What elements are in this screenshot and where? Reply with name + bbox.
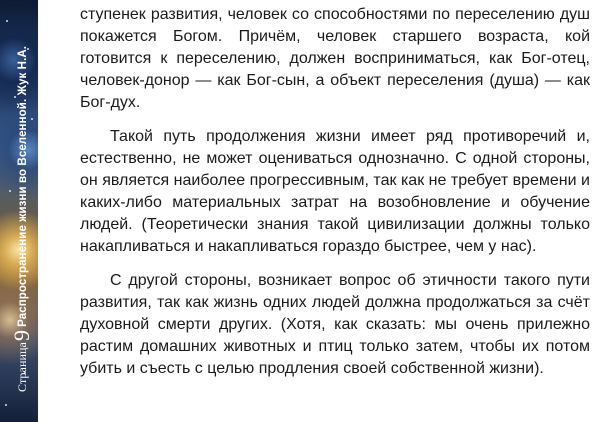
paragraph-continuation: ступенек развития, человек со способностями по переселению душ покажется Богом. Причём, человек старшего возраста, кой готовится к переселению, должен восприниматься, как Бог-отец, человек-донор — как Бог-сын, а объект переселения (душа) — как Бог-дух. (80, 6, 590, 111)
vertical-page-header (9, 46, 35, 392)
star-decoration (5, 404, 7, 406)
page-label: Страница (15, 342, 29, 392)
page-number: 9 (9, 329, 34, 342)
paragraph: С другой стороны, возникает вопрос об этичности такого пути развития, так как жизнь одних людей должна продолжаться за счёт духовной смерти других. (Хотя, как сказать: мы очень прилежно растим домашних животных и птиц только затем, чтобы их потом убить и съесть с целью продления своей собственной жизни). (80, 272, 590, 377)
star-decoration (6, 20, 8, 22)
body-text (80, 4, 590, 392)
side-decorative-strip (0, 0, 38, 422)
book-title: Распространение жизни во Вселенной. Жук Н.А. (17, 45, 29, 327)
paragraph: Такой путь продолжения жизни имеет ряд противоречий и, естественно, не может оцениваться однозначно. С одной стороны, он является наиболее прогрессивным, так как не требует времени и каких-либо материальных затрат на возобновление и обучение людей. (Теоретически знания такой цивилизации должны только накапливаться и накапливаться гораздо быстрее, чем у нас). (80, 128, 590, 255)
